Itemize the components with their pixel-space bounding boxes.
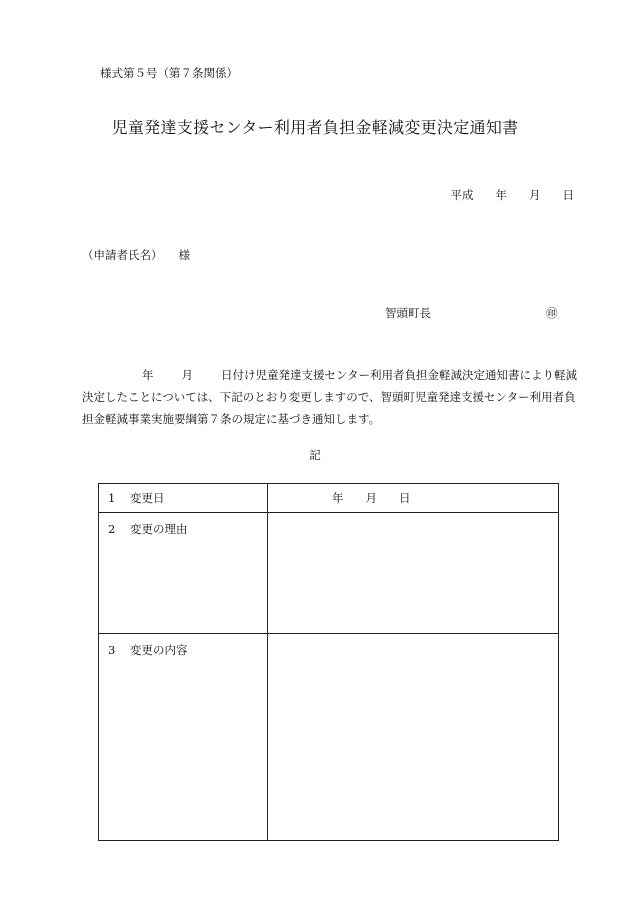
- row-label: 変更日: [130, 491, 165, 505]
- change-date-value: [268, 490, 558, 506]
- issue-date-era: 平成: [450, 188, 474, 202]
- body-year: 年: [142, 368, 154, 382]
- change-date-month: 月: [365, 491, 377, 505]
- change-date-label-cell: [99, 484, 268, 513]
- body-line-3: 担金軽減事業実施要綱第７条の規定に基づき通知します。: [82, 412, 381, 426]
- applicant-line: [82, 247, 190, 263]
- body-month: 月: [181, 368, 193, 382]
- row-label: 変更の理由: [130, 522, 188, 536]
- issue-date: [451, 187, 575, 203]
- change-date-year: 年: [332, 491, 344, 505]
- row-number: 1: [108, 491, 116, 505]
- row-label: 変更の内容: [130, 643, 188, 657]
- change-details-table: [98, 483, 559, 841]
- document-title: 児童発達支援センター利用者負担金軽減変更決定通知書: [111, 118, 519, 137]
- seal-mark: ㊞: [546, 306, 558, 320]
- form-number: 様式第５号（第７条関係）: [100, 66, 238, 80]
- notice-body: [82, 364, 580, 430]
- issue-date-month: 月: [529, 188, 541, 202]
- applicant-label: （申請者氏名）: [82, 248, 163, 262]
- change-content-value-cell: [268, 634, 559, 841]
- change-date-day: 日: [399, 491, 411, 505]
- change-reason-label-cell: [99, 513, 268, 634]
- table-row-change-date: [99, 484, 559, 513]
- ki-heading: 記: [309, 448, 321, 462]
- issue-date-day: 日: [562, 188, 574, 202]
- table-row-change-reason: [99, 513, 559, 634]
- issue-date-year: 年: [495, 188, 507, 202]
- applicant-honorific: 様: [178, 248, 190, 262]
- issuer-name: 智頭町長: [385, 306, 431, 320]
- body-line-1-text: 日付け児童発達支援センター利用者負担金軽減決定通知書により軽減: [221, 368, 578, 382]
- body-line-1: [82, 364, 580, 386]
- row-number: 3: [108, 643, 116, 657]
- change-reason-value-cell: [268, 513, 559, 634]
- change-content-label-cell: [99, 634, 268, 841]
- change-date-value-cell: [268, 484, 559, 513]
- table-row-change-content: [99, 634, 559, 841]
- row-number: 2: [108, 522, 116, 536]
- body-line-2: 決定したことについては、下記のとおり変更しますので、智頭町児童発達支援センター利用者負: [82, 390, 576, 404]
